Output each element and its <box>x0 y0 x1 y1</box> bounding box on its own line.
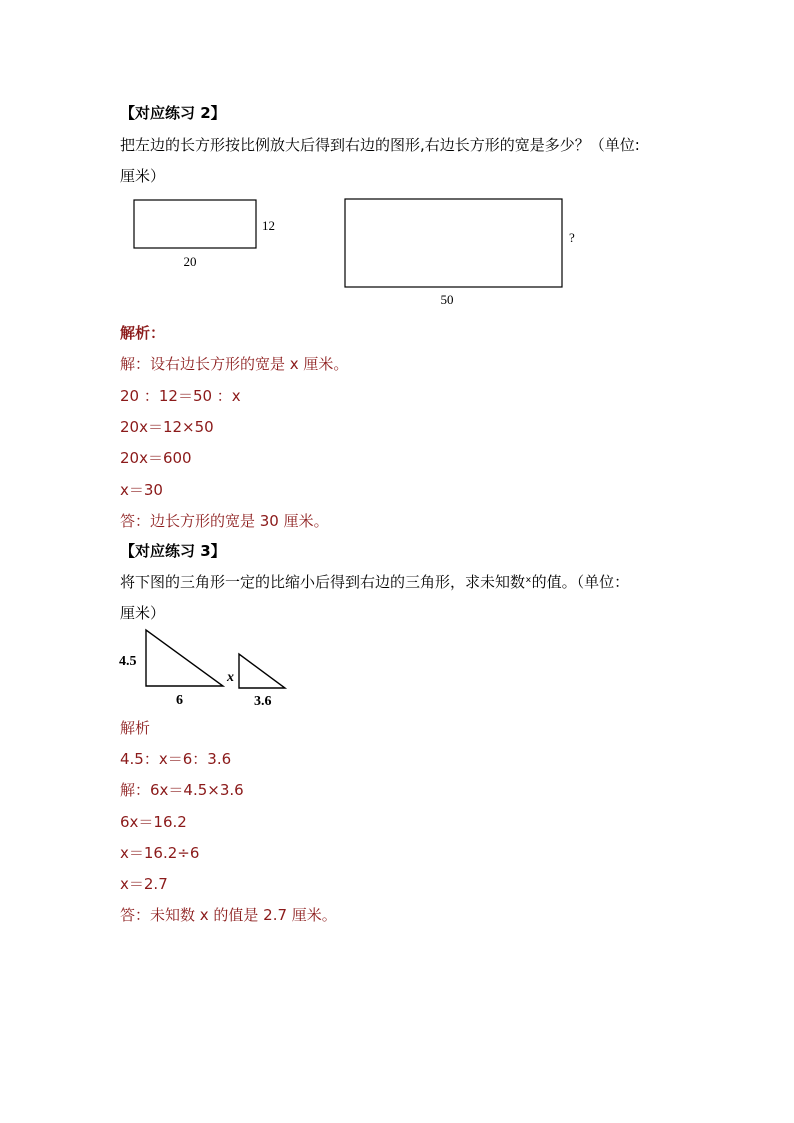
section2-solution-line-2: 解：6x＝4.5×3.6 <box>120 781 244 799</box>
section2-title: 【对应练习 3】 <box>120 542 226 560</box>
section2-answer: 答：未知数 x 的值是 2.7 厘米。 <box>120 906 337 924</box>
large-rectangle <box>345 199 562 287</box>
big-triangle-height-label: 4.5 <box>119 654 137 669</box>
section2-solution-line-4: x＝16.2÷6 <box>120 844 200 862</box>
small-triangle-base-label: 3.6 <box>254 694 272 709</box>
large-rect-width-label: 50 <box>440 292 454 307</box>
section1-answer: 答：边长方形的宽是 30 厘米。 <box>120 512 329 530</box>
section1-title: 【对应练习 2】 <box>120 104 226 122</box>
triangles-figure <box>115 624 295 714</box>
section1-solution-line-3: 20x＝12×50 <box>120 418 214 436</box>
section2-solution-line-5: x＝2.7 <box>120 875 168 893</box>
large-rect-height-label: ? <box>569 230 575 245</box>
section1-question-line2: 厘米） <box>120 167 166 185</box>
section1-solution-line-4: 20x＝600 <box>120 449 192 467</box>
section2-analysis-label: 解析 <box>120 719 151 737</box>
small-rect-height-label: 12 <box>262 218 275 233</box>
big-triangle <box>146 630 223 686</box>
big-triangle-base-label: 6 <box>176 693 183 708</box>
rectangles-figure <box>120 190 590 310</box>
section2-question-line2: 厘米） <box>120 604 166 622</box>
section2-solution-line-3: 6x＝16.2 <box>120 813 187 831</box>
section2-solution-line-1: 4.5：x＝6：3.6 <box>120 750 232 768</box>
section1-solution-line-2: 20 ：12＝50 ：x <box>120 387 241 405</box>
section1-analysis-label: 解析： <box>120 324 166 342</box>
small-rectangle <box>134 200 256 248</box>
small-triangle-height-label: x <box>227 670 234 685</box>
section2-question-line1: 将下图的三角形一定的比缩小后得到右边的三角形，求未知数ˣ的值。（单位： <box>120 573 630 591</box>
section1-solution-line-5: x＝30 <box>120 481 163 499</box>
section1-solution-line-1: 解：设右边长方形的宽是 x 厘米。 <box>120 355 349 373</box>
section1-question-line1: 把左边的长方形按比例放大后得到右边的图形,右边长方形的宽是多少？（单位: <box>120 136 640 154</box>
small-rect-width-label: 20 <box>183 254 197 269</box>
small-triangle <box>239 654 285 688</box>
